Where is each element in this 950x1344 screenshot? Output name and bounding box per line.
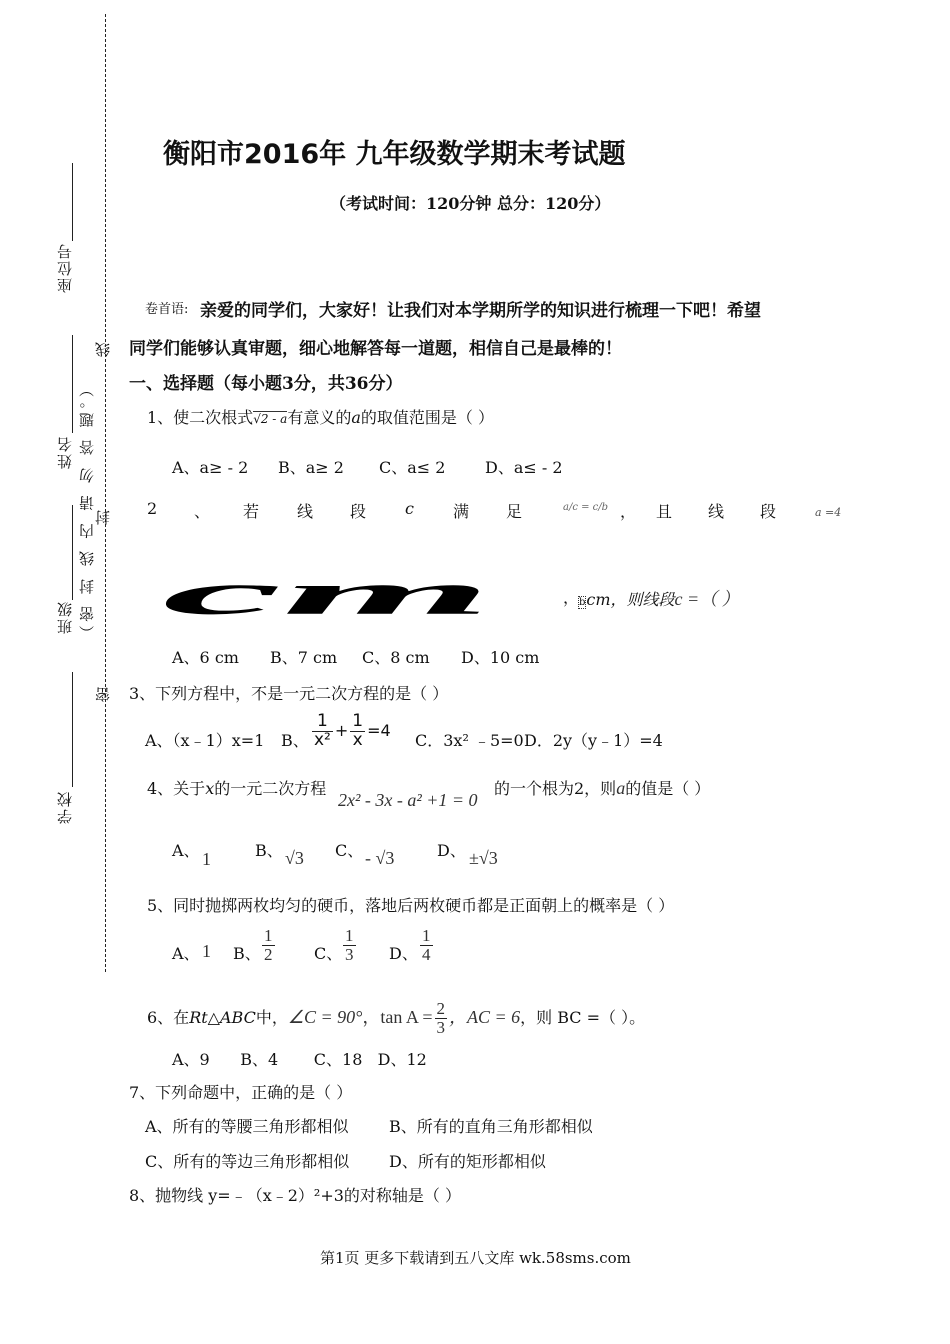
q3-option-d: D．2y（y﹣1）=4 xyxy=(524,731,663,750)
q4-option-a-value: 1 xyxy=(202,849,211,869)
q2-token-11: 线 xyxy=(708,502,725,521)
q5-option-b-value: $\frac{1}{2}$ xyxy=(264,926,273,964)
name-label: 姓名 xyxy=(56,435,74,469)
q1-option-a: A、a≥ - 2 xyxy=(172,458,249,477)
q1-option-d: D、a≤ - 2 xyxy=(485,458,563,477)
q2-token-5: c xyxy=(405,499,414,518)
page-title: 衡阳市2016年 九年级数学期末考试题 xyxy=(163,139,626,170)
name-line xyxy=(72,335,73,433)
q4-option-b-label: B、 xyxy=(255,841,283,860)
q5-option-d-label: D、 xyxy=(389,944,418,963)
q6-options: A、9 B、4 C、18 D、12 xyxy=(172,1050,427,1069)
binding-feng: 封 xyxy=(94,508,112,525)
q4-option-b-value: √3 xyxy=(285,848,304,868)
q4-equation: 2x² - 3x - a² +1 = 0 xyxy=(338,790,478,810)
q2-token-12: 段 xyxy=(760,502,777,521)
question-4: 4、关于x的一元二次方程 xyxy=(147,779,327,798)
q2-a-value: a =4 xyxy=(815,506,842,519)
q7-option-b: B、所有的直角三角形都相似 xyxy=(389,1117,593,1136)
q5-option-b-label: B、 xyxy=(233,944,261,963)
q2-tail-comma: ， xyxy=(563,588,580,607)
q2-token-9: ， xyxy=(620,502,637,521)
q2-token-10: 且 xyxy=(656,502,673,521)
school-line xyxy=(72,672,73,787)
section-heading: 一、选择题（每小题3分，共36分） xyxy=(129,374,403,394)
binding-mi: 密 xyxy=(94,685,112,702)
question-3: 3、下列方程中，不是一元二次方程的是（ ） xyxy=(129,684,449,703)
question-5: 5、同时抛掷两枚均匀的硬币，落地后两枚硬币都是正面朝上的概率是（ ） xyxy=(147,896,675,915)
q4-option-c-value: - √3 xyxy=(365,848,395,868)
q4-option-a-label: A、 xyxy=(172,841,200,860)
q7-option-d: D、所有的矩形都相似 xyxy=(389,1152,546,1171)
seat-label: 座位号 xyxy=(56,242,74,293)
q2-large-cm-text xyxy=(160,556,495,626)
question-8: 8、抛物线 y=﹣（x﹣2）²+3的对称轴是（ ） xyxy=(129,1186,462,1205)
q1-option-b: B、a≥ 2 xyxy=(278,458,344,477)
q4-option-c-label: C、 xyxy=(335,841,364,860)
q5-option-d-value: $\frac{1}{4}$ xyxy=(422,926,431,964)
school-label: 学校 xyxy=(56,790,74,824)
q2-option-b: B、7 cm xyxy=(270,648,338,667)
question-7: 7、下列命题中，正确的是（ ） xyxy=(129,1083,353,1102)
q2-ratio: a/c = c/b xyxy=(563,502,609,513)
q7-option-a: A、所有的等腰三角形都相似 xyxy=(145,1117,349,1136)
class-label: 班级 xyxy=(56,600,74,634)
q2-option-c: C、8 cm xyxy=(362,648,430,667)
q2-token-4: 段 xyxy=(350,502,367,521)
q2-token-1: 、 xyxy=(194,502,211,521)
q4-option-d-label: D、 xyxy=(437,841,466,860)
q3-option-b-expr: $\frac{1}{\text{x²}}$ + $\frac{1}{x}$ =4 xyxy=(314,711,391,750)
q5-option-c-label: C、 xyxy=(314,944,343,963)
svg-text:cm: cm xyxy=(162,560,492,626)
q5-option-a-value: 1 xyxy=(202,941,211,961)
q5-option-c-value: $\frac{1}{3}$ xyxy=(345,926,354,964)
q2-token-3: 线 xyxy=(297,502,314,521)
q2-option-a: A、6 cm xyxy=(172,648,239,667)
preface-line2: 同学们能够认真审题，细心地解答每一道题，相信自己是最棒的！ xyxy=(129,339,622,359)
question-6: 6、在Rt△ABC中，∠C = 90°，tan A = $\frac{2}{3}$ ，AC = 6，则 BC =（ ）。 xyxy=(147,999,646,1037)
question-1: 1、使二次根式√2 - a有意义的a的取值范围是（ ） xyxy=(147,408,494,427)
page-footer: 第1页 更多下载请到五八文库 wk.58sms.com xyxy=(320,1249,631,1267)
preface-line1: 亲爱的同学们，大家好！让我们对本学期所学的知识进行梳理一下吧！希望 xyxy=(200,301,761,321)
exam-info: （考试时间：120分钟 总分：120分） xyxy=(330,194,611,213)
q3-option-c: C．3x² ﹣5=0 xyxy=(415,731,524,750)
seal-notice: （密 封 线 内 请 勿 答 题。） xyxy=(78,378,96,641)
q2-token-2: 若 xyxy=(243,502,260,521)
q4-option-d-value: ±√3 xyxy=(469,848,498,868)
preface-label: 卷首语: xyxy=(145,302,189,317)
class-line xyxy=(72,505,73,600)
q5-option-a-label: A、 xyxy=(172,944,200,963)
binding-dashed-line xyxy=(105,14,106,972)
q3-option-a: A、（x﹣1）x=1 xyxy=(145,731,265,750)
q2-token-7: 足 xyxy=(506,502,523,521)
question-4-tail: 的一个根为2，则a的值是（ ） xyxy=(494,778,711,798)
q3-option-b-label: B、 xyxy=(281,731,309,750)
q2-token-6: 满 xyxy=(453,502,470,521)
q2-tail: bcm，则线段c =（ ） xyxy=(579,589,740,609)
q7-option-c: C、所有的等边三角形都相似 xyxy=(145,1152,350,1171)
seat-line xyxy=(72,163,73,241)
q2-option-d: D、10 cm xyxy=(461,648,540,667)
q1-option-c: C、a≤ 2 xyxy=(379,458,446,477)
q2-token-0: 2 xyxy=(147,499,158,518)
binding-xian: 线 xyxy=(94,340,112,357)
